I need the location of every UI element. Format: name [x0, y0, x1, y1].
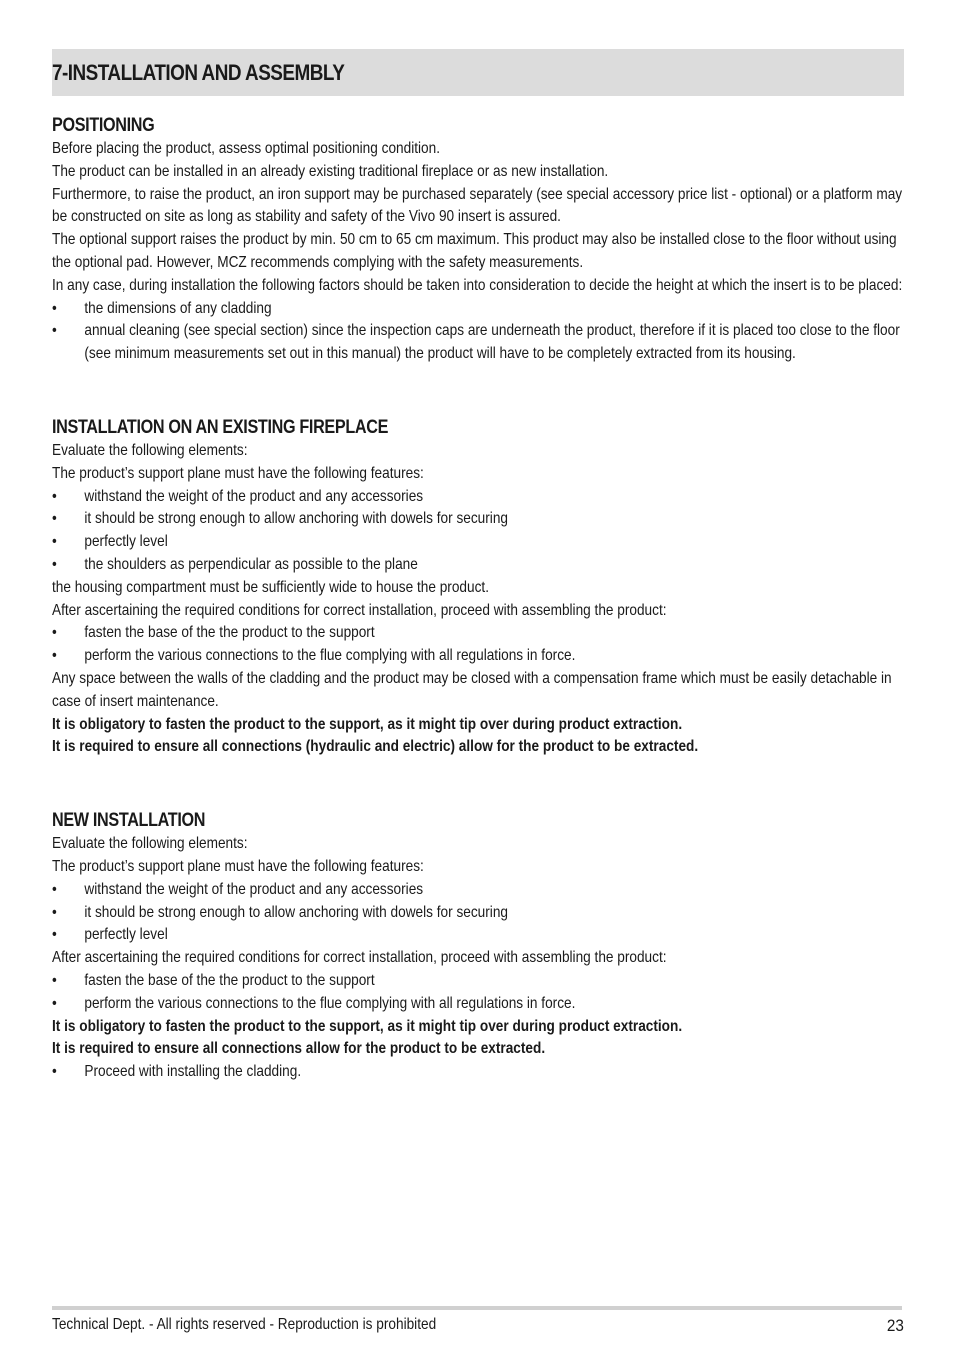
- list-item: [52, 924, 904, 947]
- paragraph: Evaluate the following elements:: [52, 441, 248, 459]
- new-installation-heading: NEW INSTALLATION: [52, 810, 206, 832]
- list-item-text: perform the various connections to the flue complying with all regulations in force.: [84, 647, 576, 665]
- footer-text: Technical Dept. - All rights reserved - Reproduction is prohibited: [52, 1316, 437, 1333]
- paragraph: Before placing the product, assess optimal positioning condition.: [52, 140, 440, 157]
- bullet-glyph: •: [52, 994, 57, 1012]
- bullet-glyph: •: [52, 555, 57, 573]
- paragraph: Evaluate the following elements:: [52, 835, 248, 853]
- list-item-text: withstand the weight of the product and any accessories: [84, 487, 424, 505]
- warning-text: It is required to ensure all connections allow for the product to be extracted.: [52, 1040, 546, 1058]
- list-item-text: it should be strong enough to allow anchoring with dowels for securing: [84, 903, 508, 921]
- new-installation-section: [52, 809, 904, 1084]
- bullet-glyph: •: [52, 487, 57, 505]
- page-content: [52, 114, 904, 1084]
- list-item: [52, 645, 904, 668]
- list-item: [52, 1061, 904, 1084]
- bullet-glyph: •: [52, 510, 57, 528]
- warning-text: It is obligatory to fasten the product to the support, as it might tip over during product extraction.: [52, 715, 683, 733]
- list-item-text: the shoulders as perpendicular as possible to the plane: [84, 555, 418, 573]
- bullet-glyph: •: [52, 299, 57, 317]
- bullet-glyph: •: [52, 903, 57, 921]
- paragraph: the housing compartment must be sufficiently wide to house the product.: [52, 578, 489, 596]
- paragraph: Furthermore, to raise the product, an iron support may be purchased separately (see special accessory price list - optional) or a platform may be constructed on site as long as stability and safety of the Vivo 90 insert is assured.: [52, 185, 903, 226]
- paragraph: In any case, during installation the following factors should be taken into consideration to decide the height at which the insert is to be placed:: [52, 276, 903, 294]
- list-item: [52, 970, 904, 993]
- bullet-list: [52, 486, 904, 577]
- positioning-heading: POSITIONING: [52, 115, 155, 136]
- list-item: [52, 531, 904, 554]
- list-item-text: Proceed with installing the cladding.: [84, 1063, 302, 1081]
- list-item-text: fasten the base of the the product to the support: [84, 971, 375, 989]
- list-item-text: perform the various connections to the flue complying with all regulations in force.: [84, 994, 576, 1012]
- paragraph: The product can be installed in an already existing traditional fireplace or as new installation.: [52, 162, 609, 180]
- list-item-text: it should be strong enough to allow anchoring with dowels for securing: [84, 510, 508, 528]
- bullet-glyph: •: [52, 971, 57, 989]
- existing-fireplace-heading: INSTALLATION ON AN EXISTING FIREPLACE: [52, 416, 389, 438]
- bullet-glyph: •: [52, 880, 57, 898]
- section-title: 7-INSTALLATION AND ASSEMBLY: [52, 59, 345, 85]
- bullet-list: [52, 970, 904, 1016]
- list-item-text: perfectly level: [84, 533, 168, 551]
- paragraph: The product’s support plane must have the following features:: [52, 464, 424, 482]
- list-item: [52, 320, 904, 366]
- bullet-list: [52, 298, 904, 366]
- positioning-section: [52, 114, 904, 366]
- bullet-glyph: •: [52, 322, 57, 340]
- list-item-text: annual cleaning (see special section) since the inspection caps are underneath the product, therefore if it is placed too close to the floor (see minimum measurements set out in this manual) the product will have to be completely extracted from its housing.: [84, 322, 900, 363]
- bullet-glyph: •: [52, 533, 57, 551]
- page: [52, 49, 904, 1084]
- paragraph: After ascertaining the required conditions for correct installation, proceed with assembling the product:: [52, 949, 667, 967]
- list-item-text: perfectly level: [84, 926, 168, 944]
- section-title-bar: [52, 49, 904, 96]
- paragraph: Any space between the walls of the cladding and the product may be closed with a compensation frame which must be easily detachable in case of insert maintenance.: [52, 669, 892, 710]
- bullet-list: [52, 879, 904, 947]
- warning-text: It is required to ensure all connections (hydraulic and electric) allow for the product to be extracted.: [52, 738, 699, 756]
- footer-divider: [52, 1306, 902, 1310]
- page-number: 23: [886, 1316, 904, 1335]
- bullet-glyph: •: [52, 1063, 57, 1081]
- bullet-glyph: •: [52, 624, 57, 642]
- list-item: [52, 486, 904, 509]
- list-item-text: fasten the base of the the product to the support: [84, 624, 375, 642]
- bullet-list: [52, 1061, 904, 1084]
- list-item: [52, 993, 904, 1016]
- list-item: [52, 902, 904, 925]
- paragraph: The optional support raises the product by min. 50 cm to 65 cm maximum. This product may also be installed close to the floor without using the optional pad. However, MCZ recommends complying with the safety measurements.: [52, 231, 897, 271]
- list-item: [52, 298, 904, 321]
- paragraph: The product’s support plane must have the following features:: [52, 857, 424, 875]
- list-item: [52, 622, 904, 645]
- list-item: [52, 879, 904, 902]
- list-item-text: withstand the weight of the product and any accessories: [84, 880, 424, 898]
- bullet-glyph: •: [52, 926, 57, 944]
- list-item: [52, 554, 904, 577]
- paragraph: After ascertaining the required conditions for correct installation, proceed with assembling the product:: [52, 601, 667, 619]
- warning-text: It is obligatory to fasten the product to the support, as it might tip over during product extraction.: [52, 1017, 683, 1035]
- bullet-list: [52, 622, 904, 668]
- existing-fireplace-section: [52, 416, 904, 759]
- bullet-glyph: •: [52, 647, 57, 665]
- list-item-text: the dimensions of any cladding: [84, 299, 272, 317]
- list-item: [52, 508, 904, 531]
